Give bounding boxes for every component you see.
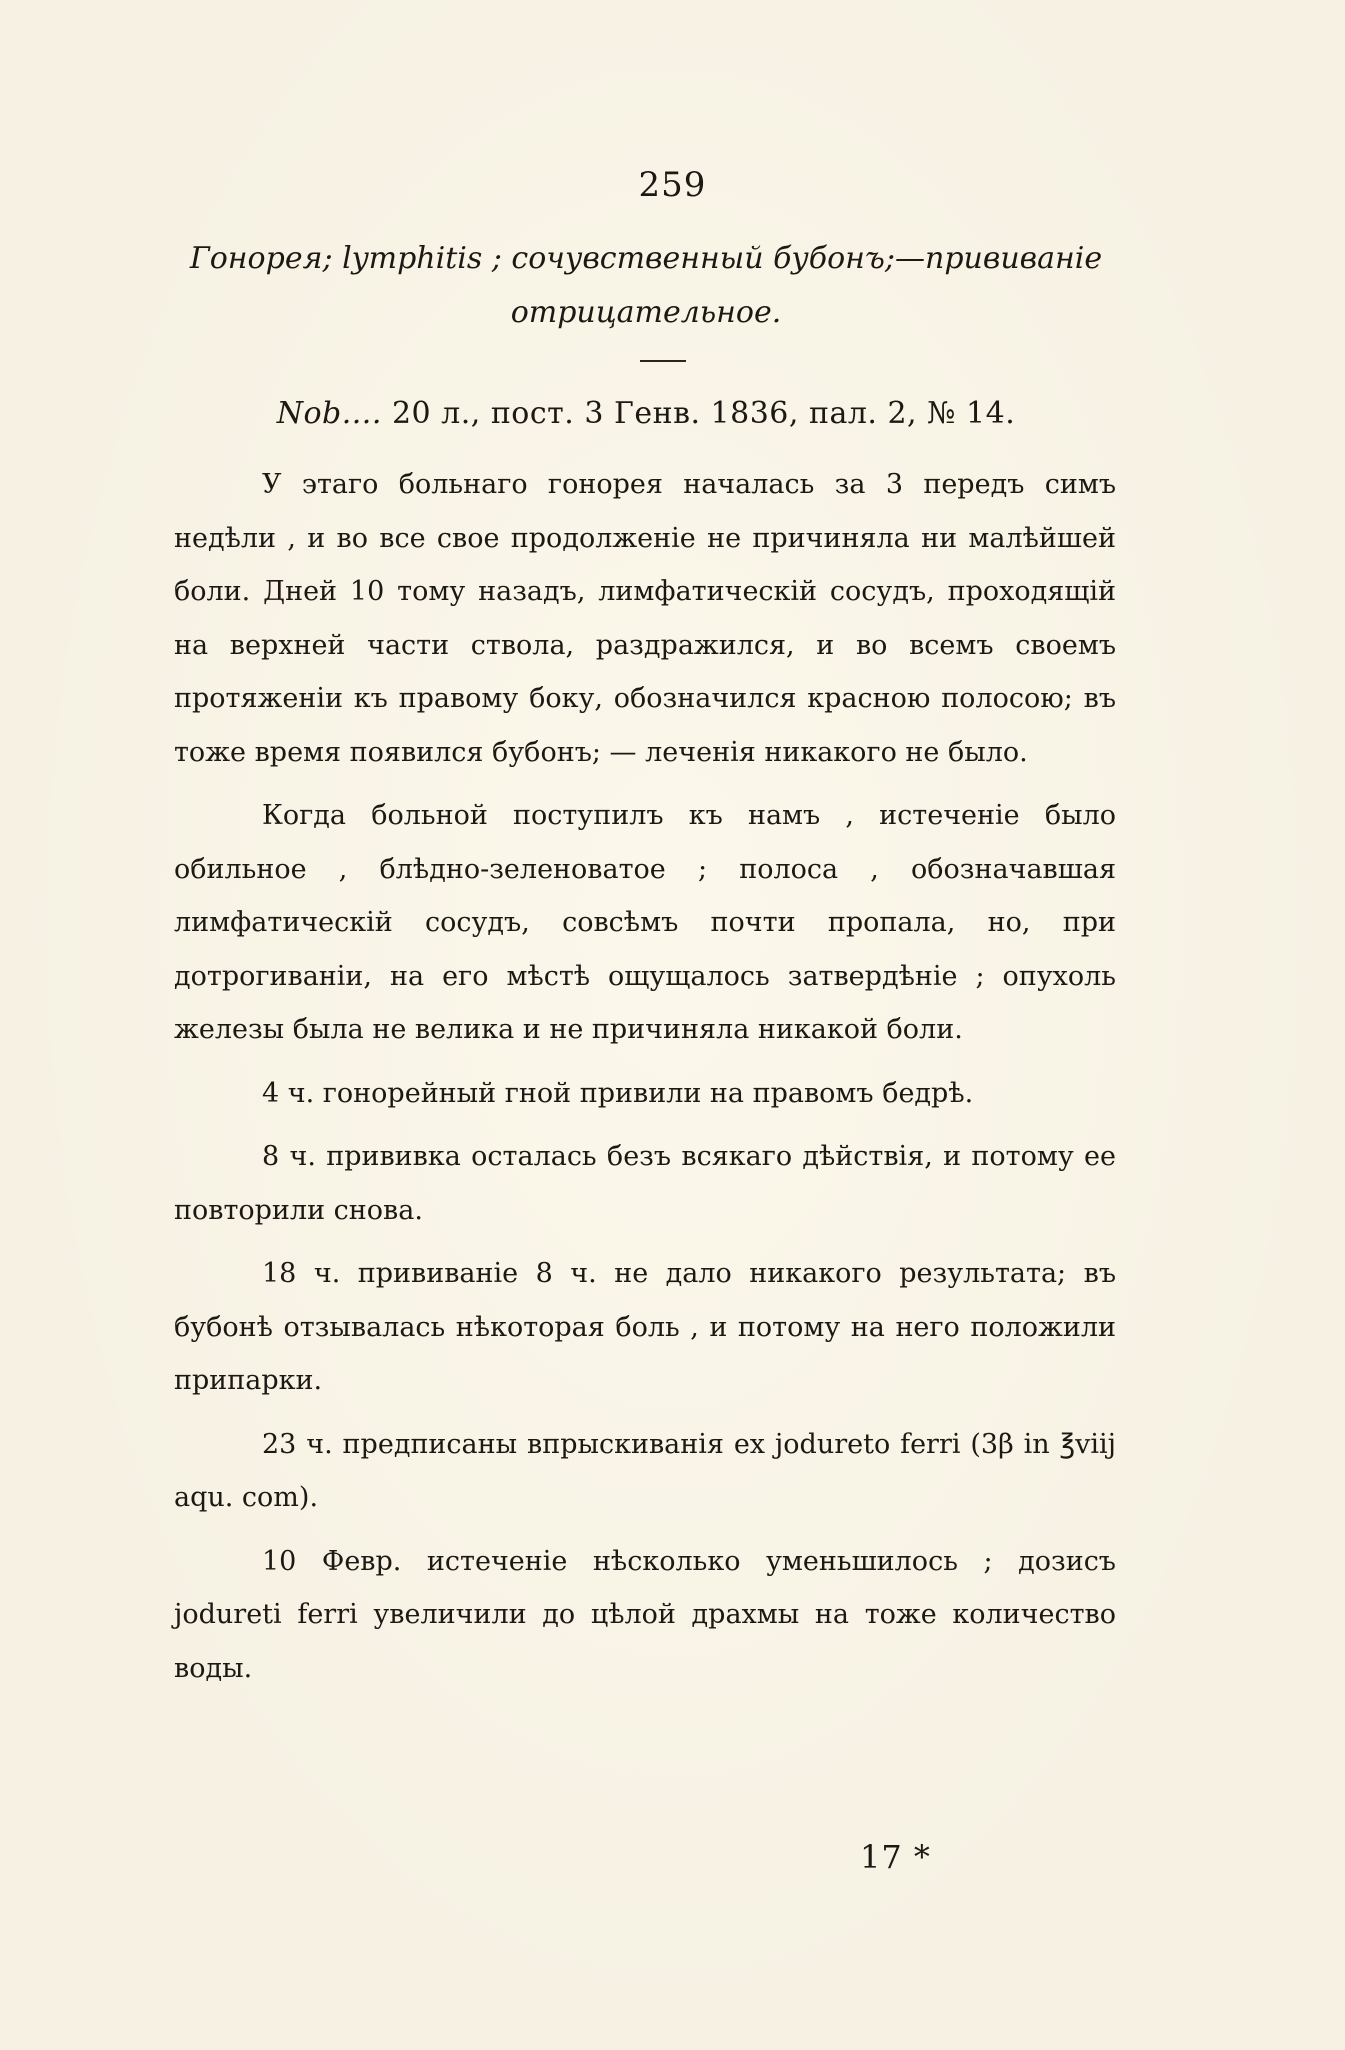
title-divider [640, 360, 686, 362]
paragraph: 4 ч. гонорейный гной привили на правомъ бедрѣ. [262, 1077, 974, 1109]
signature-mark: 17 * [860, 1838, 931, 1876]
case-body [174, 458, 1116, 1705]
case-header [176, 396, 1116, 431]
paragraph: 18 ч. прививаніе 8 ч. не дало никакого результата; въ бубонѣ отзывалась нѣкоторая боль , и потому на него положили припарки. [174, 1258, 1116, 1396]
paragraph: 23 ч. предписаны впрыскиванія ex jodureto ferri (3β in ℥viij aqu. com). [174, 1428, 1116, 1513]
paragraph: 8 ч. прививка осталась безъ всякаго дѣйствія, и потому ее повторили снова. [174, 1141, 1116, 1226]
case-title: Гонорея; lymphitis ; сочувственный бубонъ;—прививаніе отрицательное. [189, 241, 1103, 330]
page-number: 259 [638, 165, 707, 205]
patient-name: Nob.... [276, 396, 382, 431]
paragraph: У этаго больнаго гонорея началась за 3 передъ симъ недѣли , и во все свое продолженіе не причиняла ни малѣйшей боли. Дней 10 тому назадъ, лимфатическій сосудъ, проходящій на верхней части ствола, раздражился, и во всемъ своемъ протяженіи къ правому боку, обозначился красною полосою; въ тоже время появился бубонъ; — леченія никакого не было. [174, 469, 1116, 768]
paragraph: Когда больной поступилъ къ намъ , истеченіе было обильное , блѣдно-зеленоватое ; полоса , обозначавшая лимфатическій сосудъ, совсѣмъ почти пропала, но, при дотрогиваніи, на его мѣстѣ ощущалось затвердѣніе ; опухоль железы была не велика и не причиняла никакой боли. [174, 800, 1116, 1045]
patient-details: 20 л., пост. 3 Генв. 1836, пал. 2, № 14. [391, 396, 1016, 431]
paragraph: 10 Февр. истеченіе нѣсколько уменьшилось ; дозисъ joduretі ferri увеличили до цѣлой драхмы на тоже количество воды. [174, 1545, 1116, 1684]
